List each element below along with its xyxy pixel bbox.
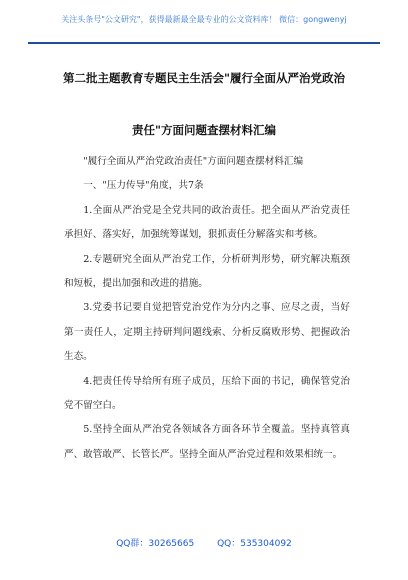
body-paragraph: 1.全面从严治党是全党共同的政治责任。把全面从严治党责任承担好、落实好，加强统筹谋划，狠抓责任分解落实和考核。 xyxy=(64,204,350,241)
body-paragraph: 4.把责任传导给所有班子成员，压给下面的书记，确保管党治党不留空白。 xyxy=(64,375,350,412)
page-header-notice: 关注头条号"公文研究"，获得最新最全最专业的公文资料库！ 微信：gongwenyj xyxy=(61,15,347,24)
body-paragraph: "履行全面从严治党政治责任"方面问题查摆材料汇编 xyxy=(83,156,304,167)
body-paragraph: 3.党委书记要自觉把管党治党作为分内之事、应尽之责，当好第一责任人，定期主持研判问题线索、分析反腐败形势、把握政治生态。 xyxy=(64,302,350,363)
footer-qq-group: QQ群：30265665 xyxy=(116,539,195,549)
document-body xyxy=(64,150,350,467)
section-heading: 一、"压力传导"角度，共7条 xyxy=(83,180,204,192)
header-divider xyxy=(28,42,380,44)
body-paragraph: 2.专题研究全面从严治党工作，分析研判形势，研究解决瓶颈和短板，提出加强和改进的措施。 xyxy=(64,253,350,290)
body-paragraph: 5.坚持全面从严治党各领域各方面各环节全覆盖。坚持真管真严、敢管敢严、长管长严。坚持全面从严治党过程和效果相统一。 xyxy=(64,424,350,460)
document-title-line-2: 责任"方面问题查摆材料汇编 xyxy=(132,123,276,137)
document-title-line-1: 第二批主题教育专题民主生活会"履行全面从严治党政治 xyxy=(63,71,345,85)
footer-qq-contact: QQ：535304092 xyxy=(217,539,292,549)
page-footer xyxy=(0,536,408,549)
